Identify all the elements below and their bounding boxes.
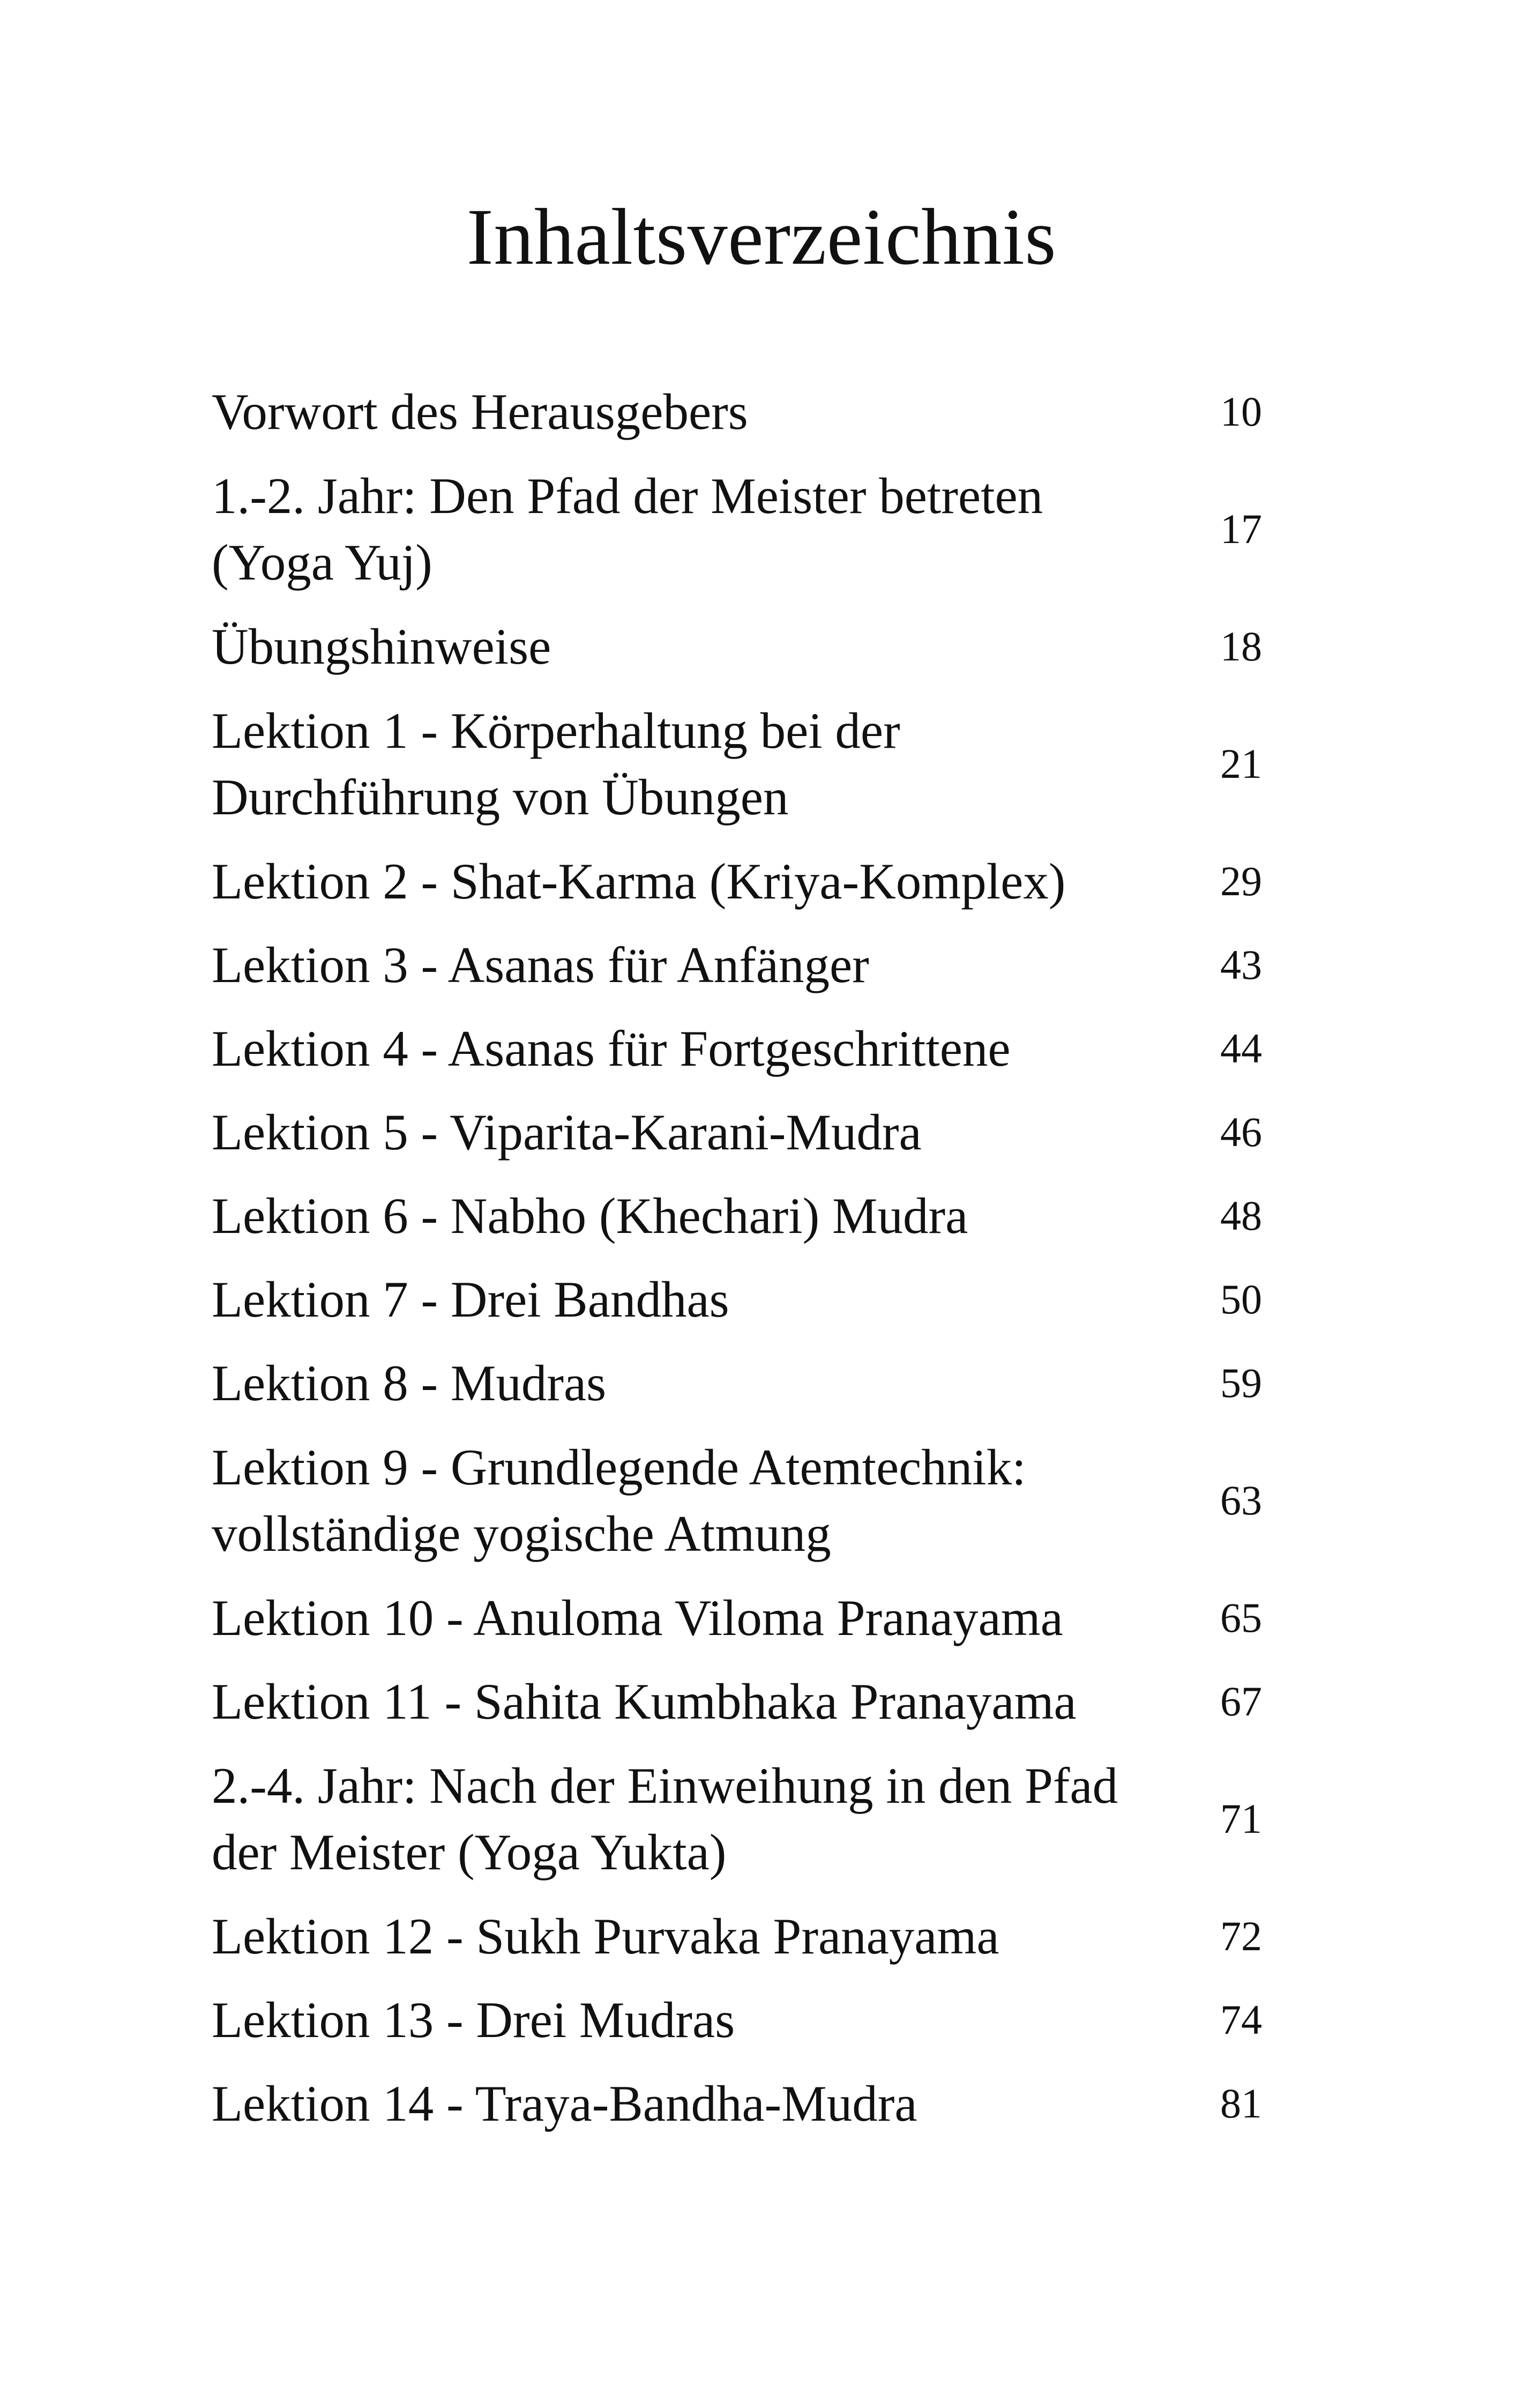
toc-entry	[212, 1978, 1283, 2062]
toc-entry-title: Lektion 2 - Shat-Karma (Kriya-Komplex)	[212, 853, 1066, 910]
toc-entry-page: 46	[1220, 1109, 1262, 1155]
toc-entry-title: Übungshinweise	[212, 618, 551, 675]
toc-entry-page: 50	[1220, 1276, 1262, 1322]
toc-entry-title: Lektion 5 - Viparita-Karani-Mudra	[212, 1104, 922, 1161]
toc-entry	[212, 1894, 1283, 1978]
toc-entry-title: Lektion 13 - Drei Mudras	[212, 1991, 735, 2048]
toc-entry-title: 1.-2. Jahr: Den Pfad der Meister betreten (Yoga Yuj)	[212, 467, 1043, 591]
toc-entry-page: 63	[1220, 1477, 1262, 1523]
toc-entry-title: Lektion 4 - Asanas für Fortgeschrittene	[212, 1020, 1011, 1077]
toc-entry-page: 65	[1220, 1594, 1262, 1641]
toc-entry-title: Lektion 9 - Grundlegende Atemtechnik: vollständige yogische Atmung	[212, 1439, 1026, 1562]
toc-entry-page: 67	[1220, 1678, 1262, 1725]
toc-entry-page: 48	[1220, 1192, 1262, 1239]
toc-entry-page: 43	[1220, 941, 1262, 988]
toc-entry	[212, 1743, 1283, 1894]
toc-entry	[212, 1174, 1283, 1258]
toc-entry-page: 72	[1220, 1913, 1262, 1959]
toc-entry	[212, 454, 1283, 605]
toc-entry	[212, 1425, 1283, 1576]
toc-entry-page: 74	[1220, 1996, 1262, 2043]
toc-entry-title: 2.-4. Jahr: Nach der Einweihung in den Pfad der Meister (Yoga Yukta)	[212, 1757, 1118, 1881]
toc-entry-title: Lektion 10 - Anuloma Viloma Pranayama	[212, 1589, 1063, 1646]
page-title: Inhaltsverzeichnis	[466, 192, 1057, 281]
toc-entry-title: Lektion 7 - Drei Bandhas	[212, 1271, 729, 1328]
toc-entry	[212, 1576, 1283, 1660]
toc-entry-title: Lektion 8 - Mudras	[212, 1355, 607, 1411]
toc-entry-title: Lektion 11 - Sahita Kumbhaka Pranayama	[212, 1673, 1077, 1730]
toc-entry-page: 29	[1220, 858, 1262, 904]
toc-entry-title: Lektion 14 - Traya-Bandha-Mudra	[212, 2075, 917, 2132]
toc-entry	[212, 1258, 1283, 1341]
toc-entry	[212, 1341, 1283, 1425]
toc-entry	[212, 370, 1283, 454]
toc-entry	[212, 1660, 1283, 1743]
toc-entry-page: 10	[1220, 388, 1262, 435]
table-of-contents	[212, 370, 1283, 2145]
toc-entry-page: 17	[1220, 506, 1262, 552]
toc-entry-page: 81	[1220, 2080, 1262, 2127]
toc-entry	[212, 839, 1283, 923]
toc-entry-page: 71	[1220, 1795, 1262, 1842]
toc-entry-title: Lektion 6 - Nabho (Khechari) Mudra	[212, 1187, 968, 1244]
toc-entry-page: 21	[1220, 740, 1262, 787]
toc-entry-page: 44	[1220, 1025, 1262, 1072]
toc-entry	[212, 1007, 1283, 1090]
toc-entry-page: 59	[1220, 1359, 1262, 1406]
toc-entry-title: Lektion 3 - Asanas für Anfänger	[212, 937, 869, 993]
toc-entry	[212, 923, 1283, 1007]
toc-entry	[212, 2062, 1283, 2145]
toc-entry-page: 18	[1220, 623, 1262, 670]
toc-entry-title: Lektion 1 - Körperhaltung bei der Durchführung von Übungen	[212, 702, 900, 826]
toc-entry-title: Lektion 12 - Sukh Purvaka Pranayama	[212, 1908, 999, 1965]
toc-entry	[212, 1090, 1283, 1174]
toc-entry	[212, 605, 1283, 688]
toc-entry-title: Vorwort des Herausgebers	[212, 383, 748, 440]
toc-entry	[212, 688, 1283, 839]
